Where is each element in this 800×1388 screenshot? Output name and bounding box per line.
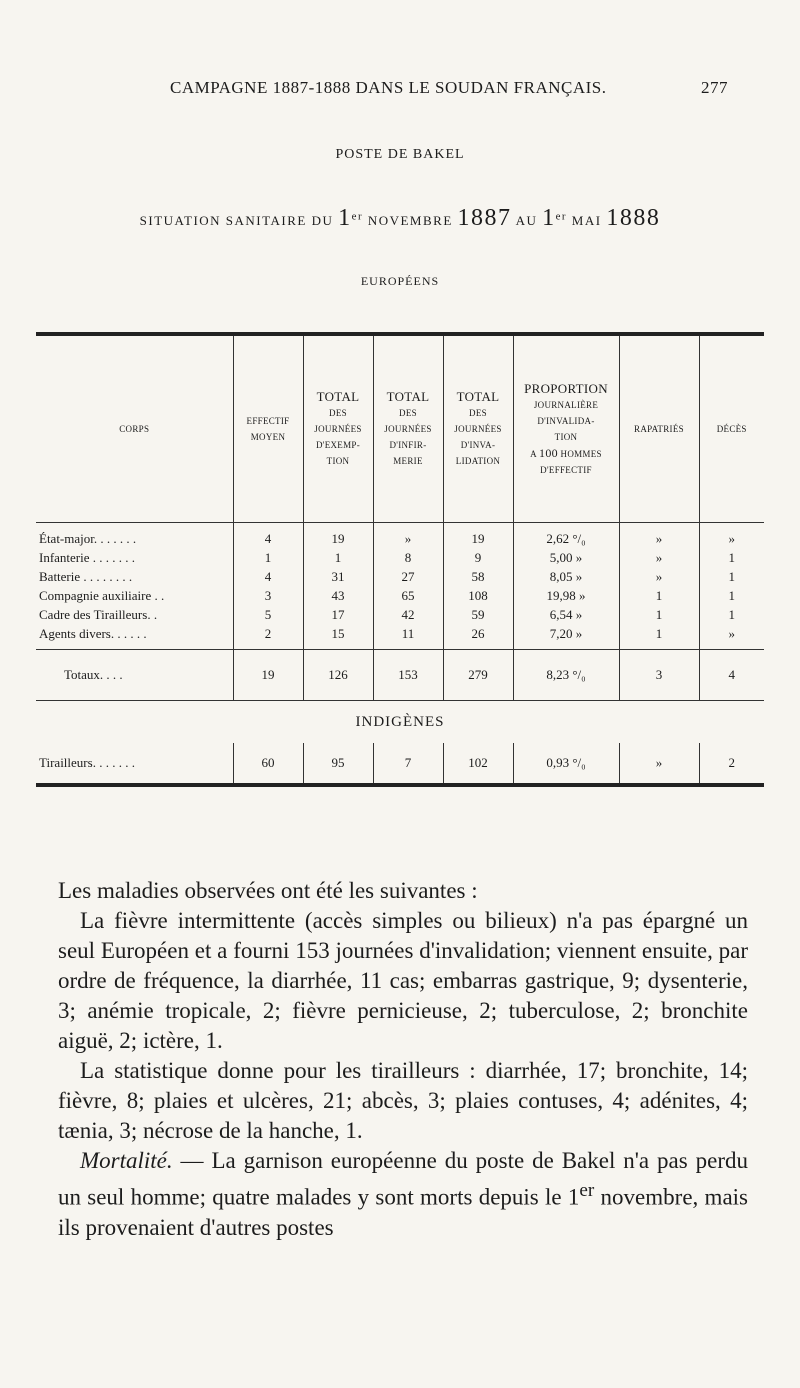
page-number: 277: [701, 78, 728, 97]
table-row: État-major. . . . . . . 4 19 » 19 2,62 °/₀ » »: [36, 529, 764, 548]
table-row: Compagnie auxiliaire . . 3 43 65 108 19,98 » 1 1: [36, 586, 764, 605]
col-infirmerie: TOTAL DES JOURNÉES D'INFIR- MERIE: [373, 334, 443, 523]
col-proportion: PROPORTION JOURNALIÈRE D'INVALIDA- TION A 100 HOMMES D'EFFECTIF: [513, 334, 619, 523]
totals-row: Totaux. . . . 19 126 153 279 8,23 °/₀ 3 4: [36, 650, 764, 701]
page-header: [170, 78, 728, 98]
tirailleurs-row: Tirailleurs. . . . . . . 60 95 7 102 0,93 °/₀ » 2: [36, 743, 764, 785]
paragraph-2: La fièvre intermittente (accès simples ou bilieux) n'a pas épargné un seul Européen et a fourni 153 journées d'invalidation; viennent ensuite, par ordre de fréquence, la diarrhée, 11 cas; embarras gastrique, 9; dysenterie, 3; anémie tropicale, 2; fièvre pernicieuse, 2; tuberculose, 2; bronchite aiguë, 2; ictère, 1.: [58, 908, 748, 1053]
situation-title: SITUATION SANITAIRE DU 1er NOVEMBRE 1887 AU 1er MAI 1888: [139, 205, 661, 231]
table-row: Batterie . . . . . . . . 4 31 27 58 8,05 » » 1: [36, 567, 764, 586]
col-invalidation: TOTAL DES JOURNÉES D'INVA- LIDATION: [443, 334, 513, 523]
body-text: [58, 876, 748, 1243]
paragraph-1: Les maladies observées ont été les suivantes :: [58, 878, 478, 903]
paragraph-3: La statistique donne pour les tirailleurs : diarrhée, 17; bronchite, 14; fièvre, 8; plaies et ulcères, 21; abcès, 3; plaies contuses, 4; adénites, 4; tænia, 3; nécrose de la hanche, 1.: [58, 1058, 748, 1143]
table-row: Cadre des Tirailleurs. . 5 17 42 59 6,54 » 1 1: [36, 605, 764, 624]
section-title: POSTE DE BAKEL: [335, 147, 465, 162]
running-title: CAMPAGNE 1887-1888 DANS LE SOUDAN FRANÇAIS.: [170, 78, 607, 97]
col-corps: CORPS: [36, 334, 233, 523]
sanitary-table: [36, 332, 764, 787]
table-header-row: [36, 334, 764, 523]
indigenes-heading-row: INDIGÈNES: [36, 701, 764, 744]
europeens-heading: EUROPÉENS: [360, 274, 440, 288]
col-deces: DÉCÈS: [699, 334, 764, 523]
col-effectif: EFFECTIF MOYEN: [233, 334, 303, 523]
table-row: Agents divers. . . . . . 2 15 11 26 7,20 » 1 »: [36, 624, 764, 643]
col-exemption: TOTAL DES JOURNÉES D'EXEMP- TION: [303, 334, 373, 523]
paragraph-4: Mortalité. — La garnison européenne du poste de Bakel n'a pas perdu un seul homme; quatre malades y sont morts depuis le 1er novembre, mais ils provenaient d'autres postes: [58, 1148, 748, 1240]
table-row: Infanterie . . . . . . . 1 1 8 9 5,00 » » 1: [36, 548, 764, 567]
col-rapatries: RAPATRIÉS: [619, 334, 699, 523]
